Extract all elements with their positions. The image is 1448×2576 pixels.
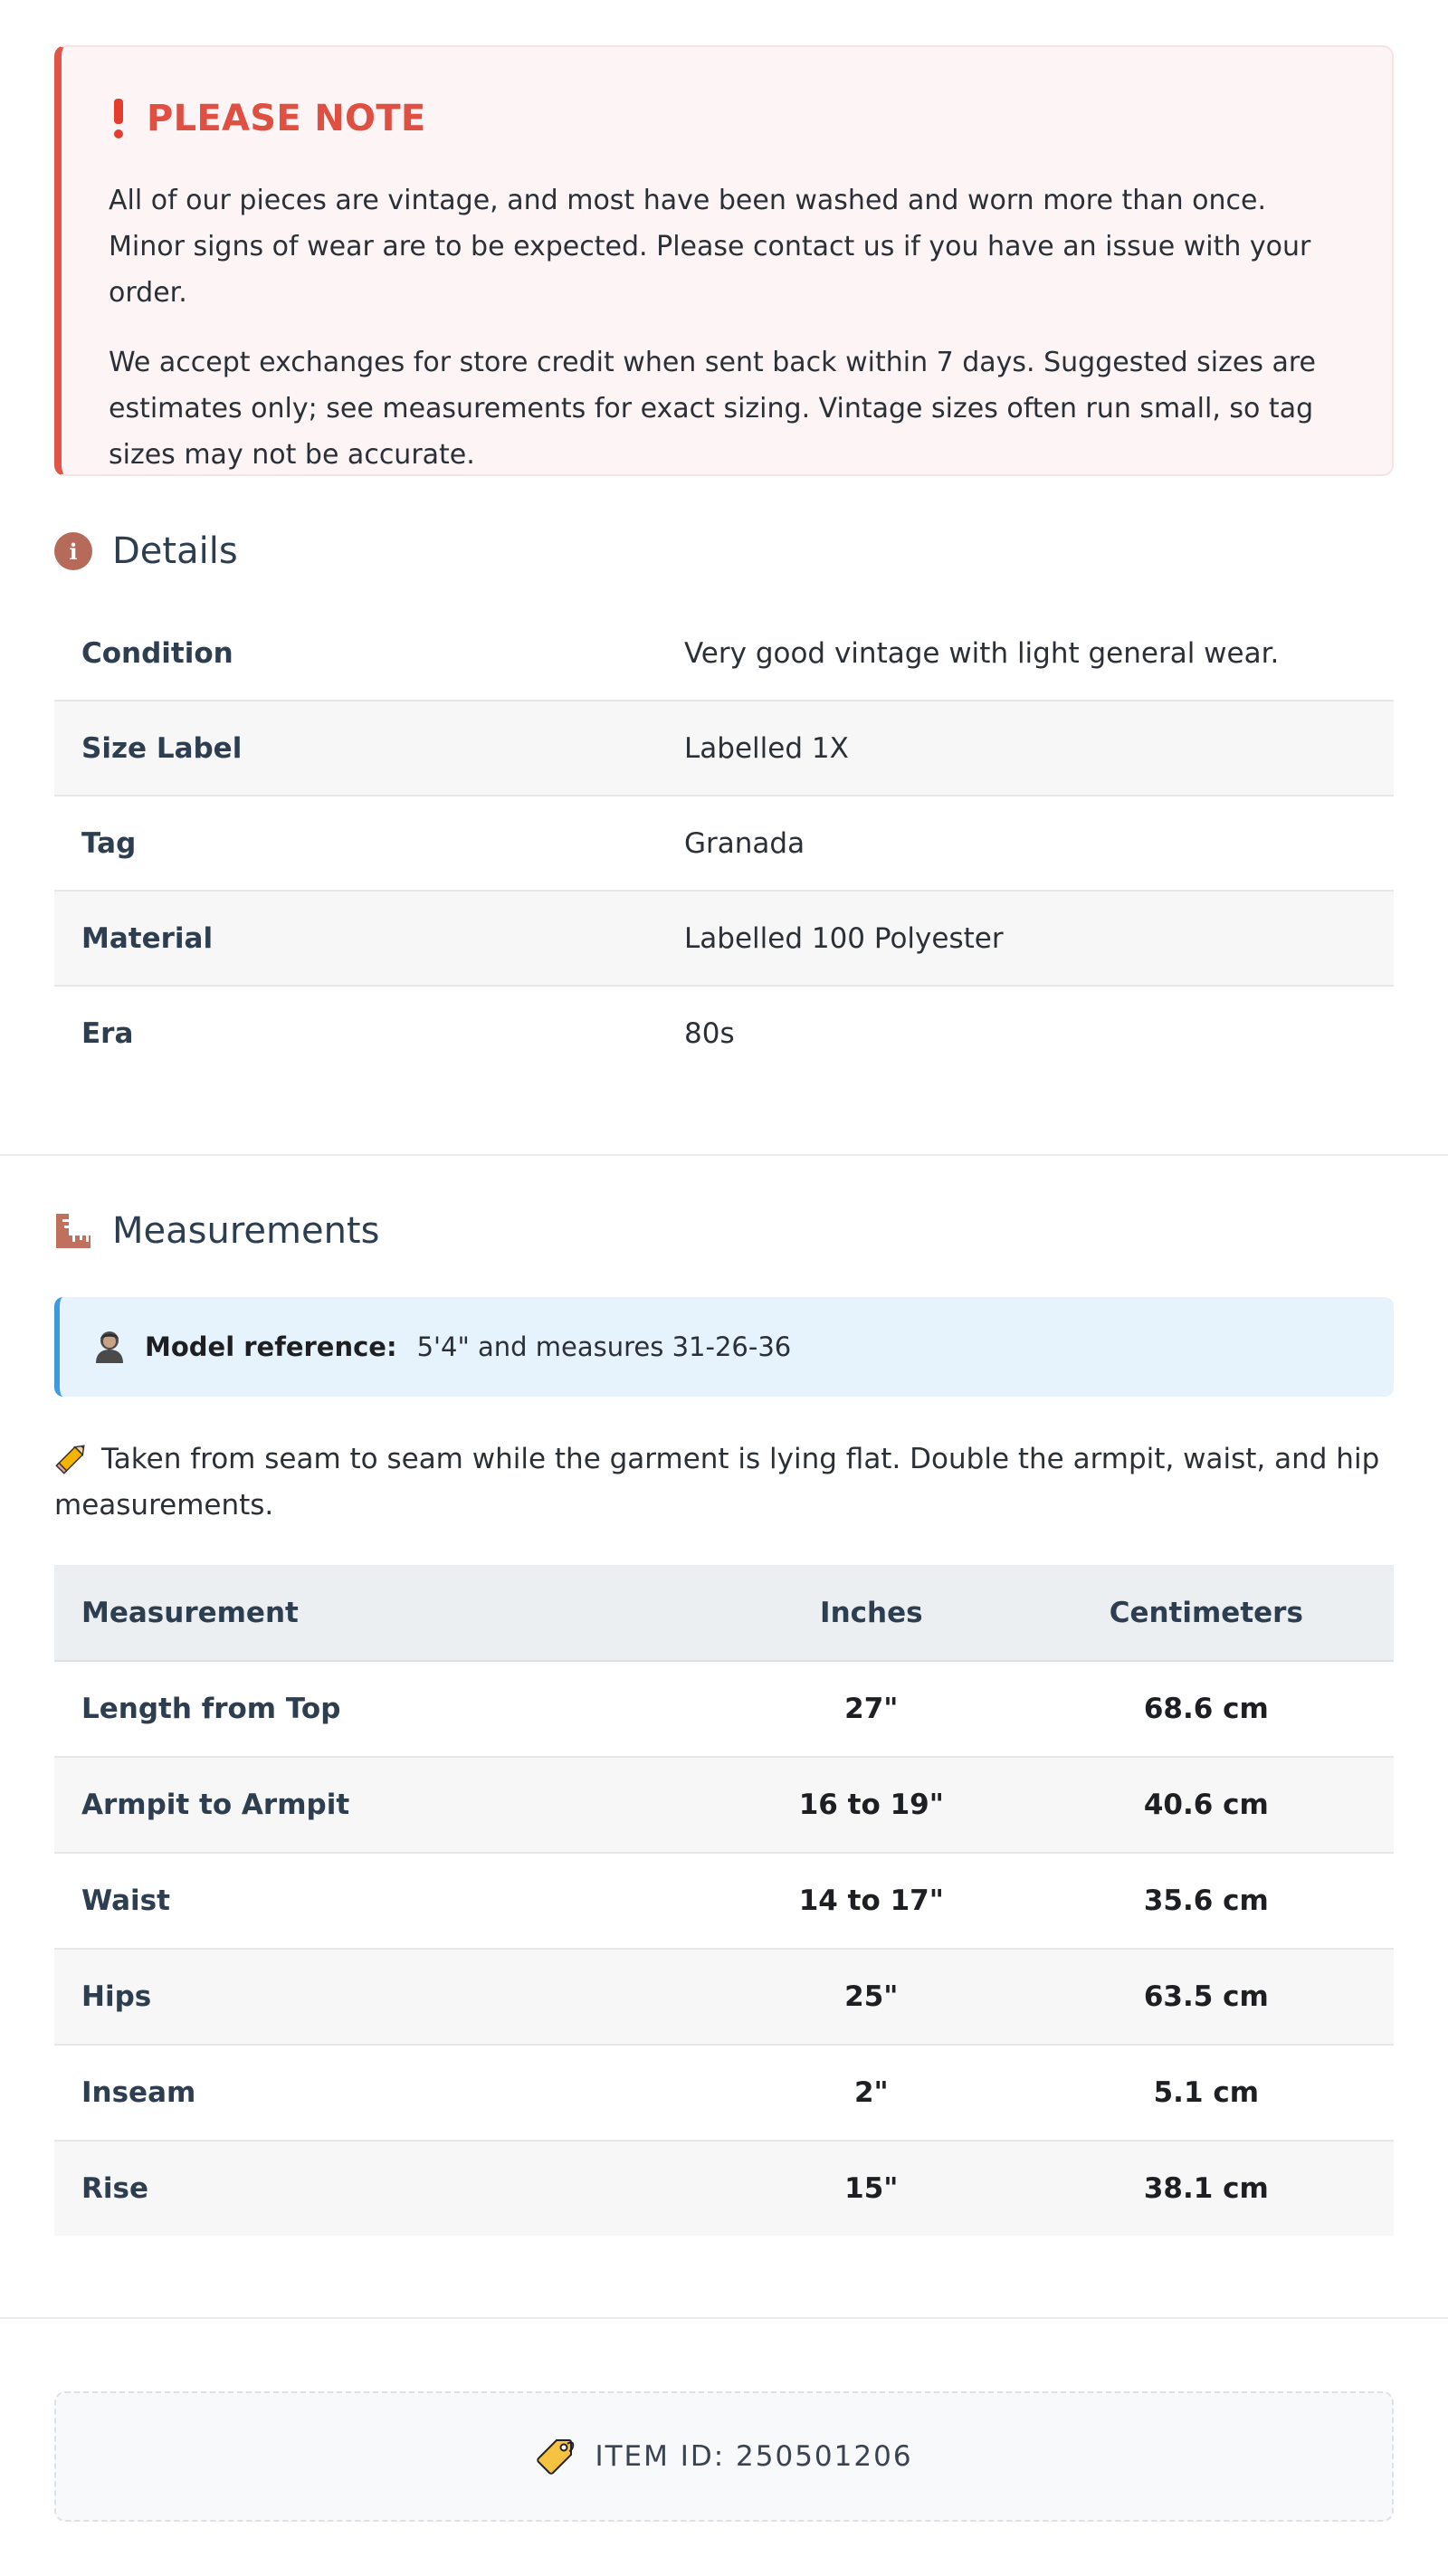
model-reference-callout [54,1297,1394,1397]
ruler-icon [54,1212,92,1250]
detail-label: Material [54,891,657,986]
person-icon [92,1329,127,1365]
item-id-box [54,2391,1394,2522]
notice-paragraph: All of our pieces are vintage, and most have been washed and worn more than once. Minor signs of wear are to be expected. Please contact us if you have an issue with your order. [109,185,1311,309]
measurement-name: Hips [54,1949,724,2045]
details-heading [54,530,1394,572]
table-row [54,606,1394,701]
measurement-name: Armpit to Armpit [54,1757,724,1853]
details-section [54,530,1394,1080]
measurement-name: Waist [54,1853,724,1949]
table-row [54,1949,1394,2045]
info-icon: i [54,532,92,570]
detail-value: 80s [684,1016,735,1050]
notice-title [109,98,1345,139]
measurement-inches: 27" [724,1661,1019,1757]
measurement-cm: 35.6 cm [1019,1853,1394,1949]
measurement-inches: 16 to 19" [724,1757,1019,1853]
details-table [54,606,1394,1080]
table-row [54,796,1394,891]
measurement-name: Length from Top [54,1661,724,1757]
measurement-inches: 25" [724,1949,1019,2045]
table-row [54,1853,1394,1949]
detail-label: Era [81,1016,134,1050]
tag-icon [535,2437,575,2476]
table-row [54,1661,1394,1757]
measurement-inches: 14 to 17" [724,1853,1019,1949]
measurements-section [0,1156,1448,2236]
details-heading-text: Details [112,530,238,572]
table-row [54,986,1394,1080]
measurements-table [54,1565,1394,2236]
column-header: Inches [724,1565,1019,1661]
column-header: Measurement [54,1565,724,1661]
measurement-name: Inseam [54,2045,724,2141]
measurement-inches: 15" [724,2141,1019,2236]
measurement-cm: 68.6 cm [1019,1661,1394,1757]
measurement-cm: 40.6 cm [1019,1757,1394,1853]
exclamation-icon [109,99,129,138]
detail-label: Condition [54,606,657,701]
table-header-row [54,1565,1394,1661]
detail-label: Size Label [54,701,657,796]
model-reference-label: Model reference: [145,1331,397,1362]
measurements-heading-text: Measurements [112,1210,380,1252]
detail-label: Tag [54,796,657,891]
pencil-icon [54,1439,90,1475]
table-row [54,891,1394,986]
measurement-cm: 63.5 cm [1019,1949,1394,2045]
table-row [54,1757,1394,1853]
detail-value: Labelled 1X [657,701,1394,796]
table-row [54,2141,1394,2236]
column-header: Centimeters [1019,1565,1394,1661]
measurement-note [54,1436,1394,1529]
notice-box [54,45,1394,476]
detail-value: Very good vintage with light general wear. [657,606,1394,701]
detail-value: Labelled 100 Polyester [657,891,1394,986]
measurement-cm: 38.1 cm [1019,2141,1394,2236]
measurements-heading [54,1210,1394,1252]
model-reference-value: 5'4" and measures 31-26-36 [416,1331,792,1362]
measurement-name: Rise [54,2141,724,2236]
measurement-cm: 5.1 cm [1019,2045,1394,2141]
notice-paragraph: We accept exchanges for store credit when sent back within 7 days. Suggested sizes are estimates only; see measurements for exact sizing. Vintage sizes often run small, so tag sizes may not be accurate. [109,347,1317,471]
notice-title-text: PLEASE NOTE [147,98,426,139]
table-row [54,2045,1394,2141]
detail-value: Granada [657,796,1394,891]
measurement-note-text: Taken from seam to seam while the garment is lying flat. Double the armpit, waist, and hip measurements. [54,1443,1380,1522]
item-id-text: ITEM ID: 250501206 [595,2440,913,2473]
measurement-inches: 2" [724,2045,1019,2141]
table-row [54,701,1394,796]
